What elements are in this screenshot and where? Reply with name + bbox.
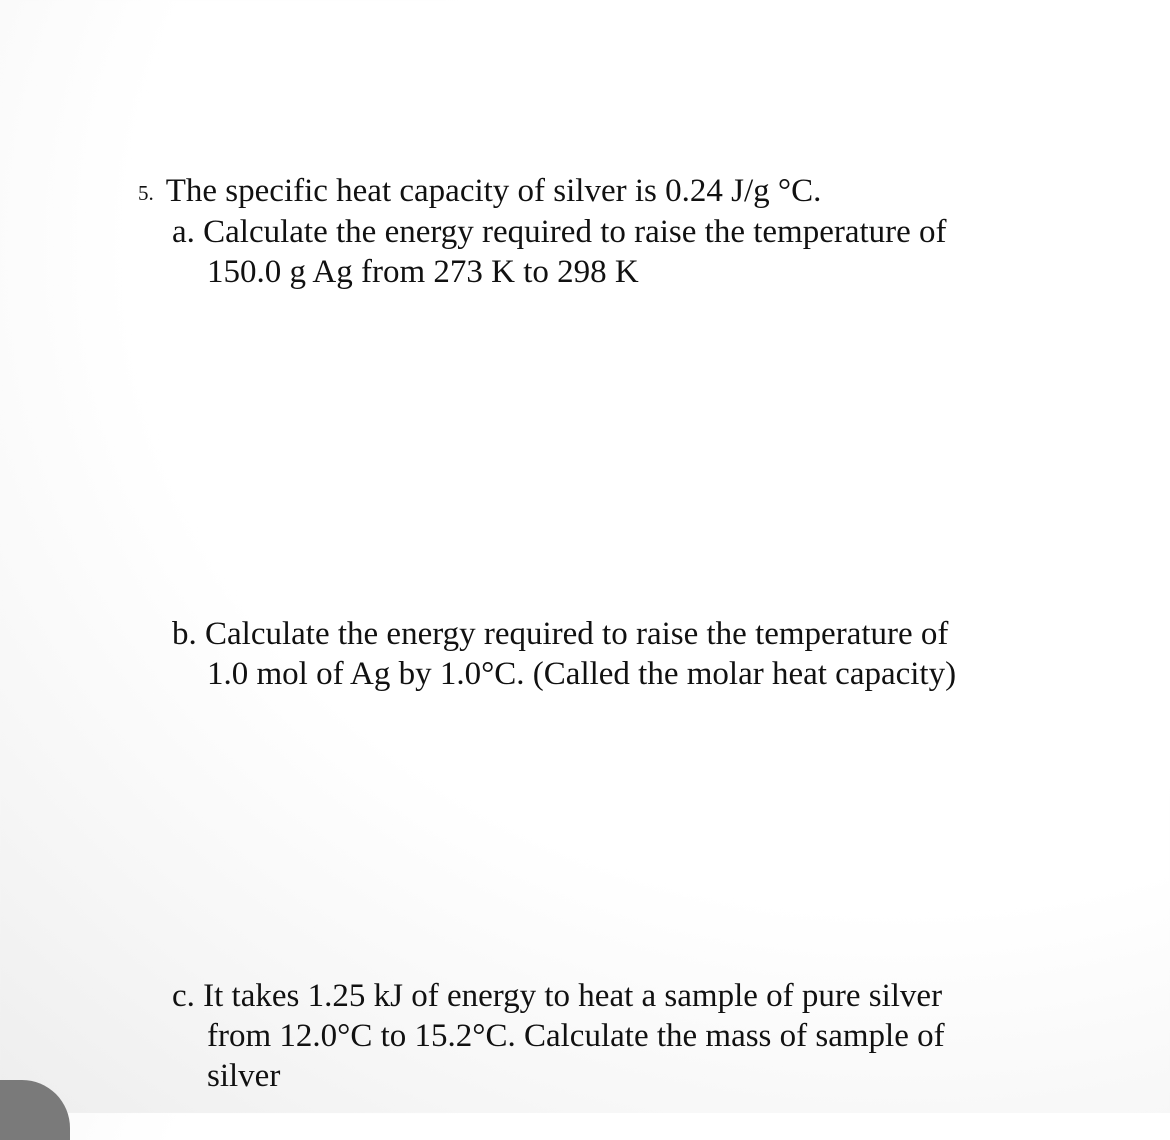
part-c-line-1: c. It takes 1.25 kJ of energy to heat a sample of pure silver [172, 978, 943, 1014]
part-a-line-2: 150.0 g Ag from 273 K to 298 K [207, 254, 639, 290]
part-a-line-1: a. Calculate the energy required to raise the temperature of [172, 214, 947, 250]
part-c-line-3: silver [207, 1058, 281, 1094]
corner-tab [0, 1080, 70, 1140]
question-statement: The specific heat capacity of silver is 0.24 J/g °C. [165, 173, 822, 209]
part-b-line-2: 1.0 mol of Ag by 1.0°C. (Called the molar heat capacity) [207, 656, 957, 692]
question-number: 5. [138, 181, 154, 205]
part-c-line-2: from 12.0°C to 15.2°C. Calculate the mass of sample of [207, 1018, 945, 1054]
part-c [172, 976, 945, 1096]
part-b-line-1: b. Calculate the energy required to raise the temperature of [172, 616, 949, 652]
part-a [172, 212, 947, 292]
part-b [172, 614, 956, 694]
question-header [138, 171, 821, 213]
